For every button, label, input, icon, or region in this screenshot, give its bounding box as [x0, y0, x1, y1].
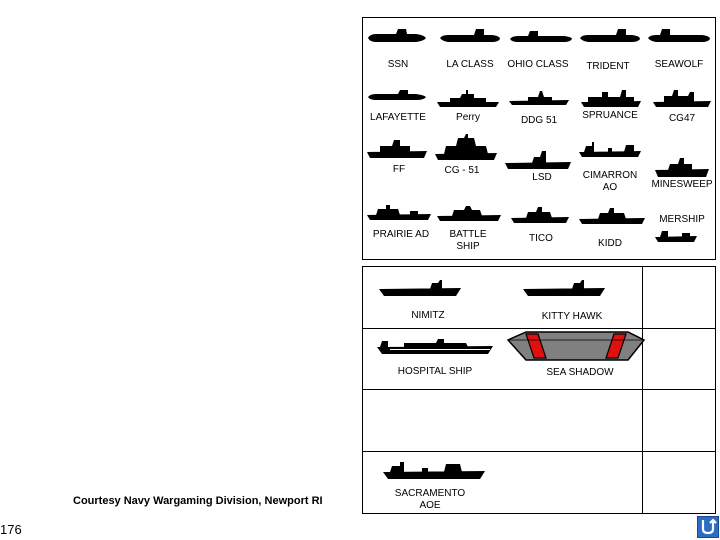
cg47-silhouette-icon [652, 86, 712, 108]
sacramento-aoe-silhouette-icon [382, 460, 486, 480]
kitty-hawk-silhouette-icon [522, 279, 606, 297]
bottom-grid-border-right [715, 266, 716, 514]
label-ssn: SSN [387, 59, 409, 70]
minesweep-silhouette-icon [654, 156, 710, 178]
label-cg47: CG47 [668, 113, 696, 124]
label-battle-ship: BATTLE SHIP [449, 229, 487, 252]
label-hospital-ship: HOSPITAL SHIP [397, 366, 473, 377]
perry-silhouette-icon [436, 88, 500, 108]
spruance-silhouette-icon [580, 86, 642, 108]
label-sacramento-aoe: SACRAMENTO AOE [394, 488, 466, 511]
label-nimitz: NIMITZ [411, 310, 445, 321]
label-tico: TICO [529, 233, 553, 244]
seawolf-silhouette-icon [646, 28, 712, 46]
label-perry: Perry [456, 112, 480, 123]
kidd-silhouette-icon [578, 207, 646, 225]
bottom-grid-divider-h3 [362, 451, 716, 452]
return-nav-button[interactable] [697, 516, 719, 538]
ohio-class-silhouette-icon [508, 29, 574, 45]
credit-text: Courtesy Navy Wargaming Division, Newport RI [73, 495, 323, 507]
label-prairie-ad: PRAIRIE AD [372, 229, 430, 240]
page-number: 176 [0, 522, 22, 537]
la-class-silhouette-icon [438, 28, 502, 46]
bottom-grid-border-left [362, 266, 363, 514]
ddg-51-silhouette-icon [508, 87, 570, 107]
hospital-ship-silhouette-icon [376, 335, 494, 355]
sea-shadow-silhouette-icon [506, 330, 646, 366]
tico-silhouette-icon [510, 206, 570, 224]
trident-silhouette-icon [578, 28, 642, 46]
cimarron-ao-silhouette-icon [578, 140, 642, 158]
label-seawolf: SEAWOLF [654, 59, 704, 70]
label-lafayette: LAFAYETTE [370, 112, 426, 123]
label-kitty-hawk: KITTY HAWK [541, 311, 603, 322]
label-spruance: SPRUANCE [582, 110, 638, 121]
label-sea-shadow: SEA SHADOW [546, 367, 614, 378]
label-mershp: MERSHIP [659, 214, 705, 225]
top-grid-border-left [362, 17, 363, 260]
lsd-silhouette-icon [504, 149, 572, 171]
label-minesweep: MINESWEEP [651, 179, 713, 190]
top-grid-border-bottom [362, 259, 716, 260]
bottom-grid-divider-h2 [362, 389, 716, 390]
nimitz-silhouette-icon [378, 279, 462, 297]
top-grid-border-top [362, 17, 716, 18]
return-arrow-icon [698, 517, 718, 537]
label-kidd: KIDD [598, 238, 622, 249]
lafayette-silhouette-icon [366, 89, 428, 103]
cg-51-silhouette-icon [434, 132, 498, 162]
label-ddg-51: DDG 51 [520, 115, 558, 126]
label-cg-51: CG - 51 [444, 165, 480, 176]
label-ff: FF [392, 164, 406, 175]
label-cimarron-ao: CIMARRON AO [582, 170, 638, 193]
mership-silhouette-icon [654, 227, 698, 243]
label-trident: TRIDENT [586, 61, 630, 72]
bottom-grid-divider-v [642, 266, 643, 514]
label-la-class: LA CLASS [446, 59, 494, 70]
bottom-grid-border-bottom [362, 513, 716, 514]
battle-ship-silhouette-icon [436, 204, 502, 222]
label-ohio-class: OHIO CLASS [507, 59, 569, 70]
ff-silhouette-icon [366, 136, 428, 160]
bottom-grid-border-top [362, 266, 716, 267]
prairie-ad-silhouette-icon [366, 203, 432, 221]
label-lsd: LSD [532, 172, 552, 183]
ssn-silhouette-icon [366, 28, 428, 46]
bottom-grid-divider-h1 [362, 328, 716, 329]
